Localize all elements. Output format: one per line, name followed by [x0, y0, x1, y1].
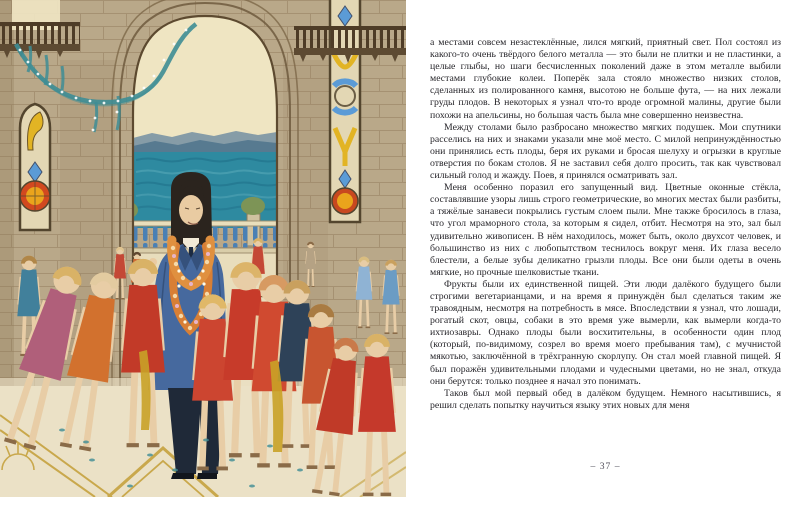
paragraph: Между столами было разбросано множество мягких подушек. Мои спутники расселись на них и знаками указали мне моё место. С милой непринуждённостью они принялись есть плоды, беря их руками и бросая шелуху и огрызки в круглые отверстия по бокам столов. Я не заставил себя долго просить, так как чувствовал сильный голод и жажду. Поев, я принялся осматривать зал. [430, 121, 781, 182]
paragraph: а местами совсем незастеклённые, лился мягкий, приятный свет. Пол состоял из какого-то очень твёрдого белого металла — это были не плитки и не пластинки, а целые глыбы, но шаги бесчисленных поколений даже в этом металле выбили местами глубокие колеи. Поперёк зала стояло множество низких столов, сделанных из полированного камня, высотою не больше фута, — на них лежали груды плодов. В некоторых я узнал что-то вроде огромной малины, другие были похожи на апельсины, но большая часть была мне совершенно неизвестна. [430, 37, 781, 121]
stained-glass-left [20, 104, 50, 230]
paragraph: Фрукты были их единственной пищей. Эти люди далёкого будущего были строгими вегетарианцами, и на время я принуждён был сделаться таким же травоядным, несмотря на потребность в мясе. Впоследствии я узнал, что лошади, рогатый скот, овцы, собаки в это время уже вымерли, как вымерли когда-то ихтиозавры. Однако плоды были восхитительны, в особенности один плод (который, по-видимому, созрел во время моего пребывания там), с мучнистой мякотью, заключённой в трёхгранную скорлупу. Он стал моей главной пищей. Я был поражён удивительными плодами и чудесными цветами, но не знал, откуда они берутся: только позднее я начал это понимать. [430, 278, 781, 387]
page-number: – 37 – [590, 461, 621, 472]
paragraph: Таков был мой первый обед в далёком будущем. Немного насытившись, я решил сделать попытку научиться языку этих новых для меня [430, 387, 781, 411]
time-machine-illustration [0, 0, 406, 497]
paragraph: Меня особенно поразил его запущенный вид. Цветные оконные стёкла, составлявшие узоры лишь строго геометрические, во многих местах были разбиты, а тяжёлые занавеси покрылись густым слоем пыли. Мне также бросилось в глаза, что угол мраморного стола, за которым я сидел, отбит. Несмотря на это, зал был удивительно живописен. В нём находилось, может быть, около двухсот человек, и большинство из них с любопытством теснилось вокруг меня. Их глаза весело блестели, а белые зубы деликатно грызли плоды. Все они были одеты в очень мягкие, но прочные шелковистые ткани. [430, 182, 781, 278]
text-page [430, 37, 781, 412]
